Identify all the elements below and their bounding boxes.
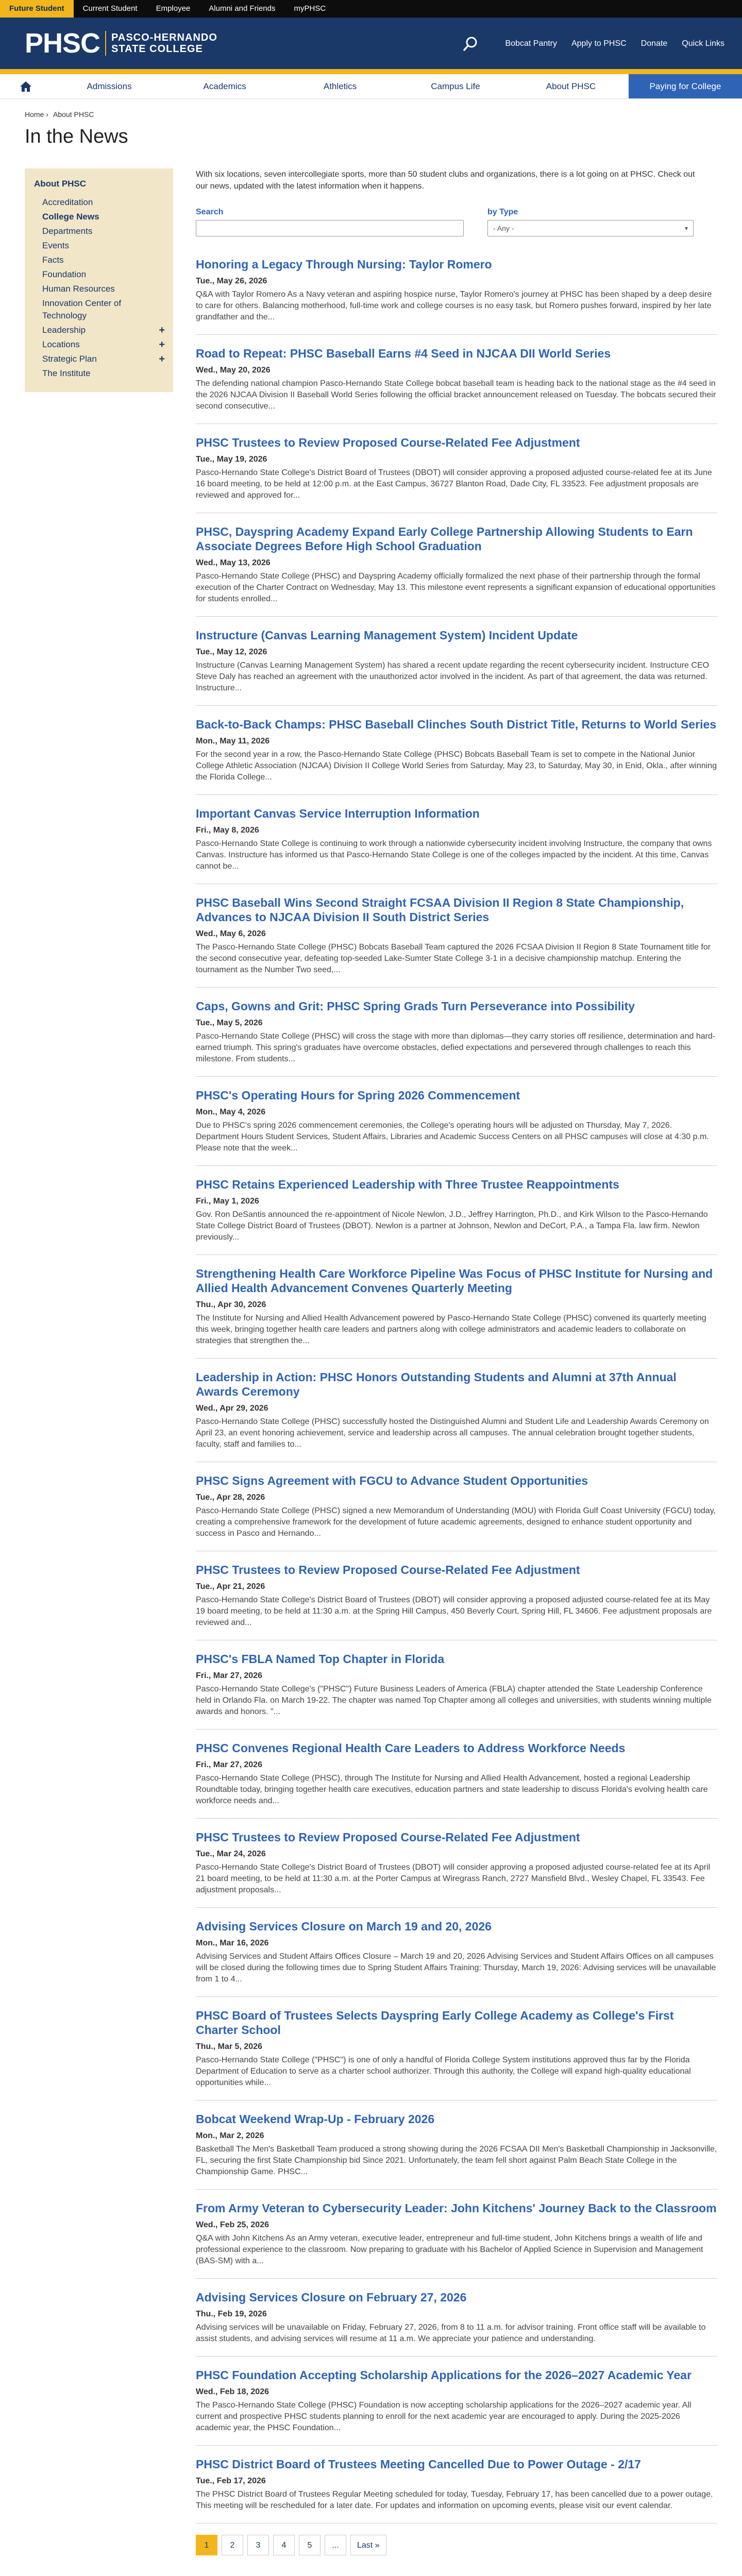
article-title[interactable]: PHSC, Dayspring Academy Expand Early College Partnership Allowing Students to Earn Associate Degrees Before High School Graduation — [196, 525, 693, 553]
article-title[interactable]: PHSC Foundation Accepting Scholarship Applications for the 2026–2027 Academic Year — [196, 2368, 692, 2382]
pager-link[interactable]: 1 — [196, 2535, 217, 2555]
logo-divider — [105, 31, 106, 56]
article-title[interactable]: PHSC Baseball Wins Second Straight FCSAA Division II Region 8 State Championship, Advances to NJCAA Division II South District Series — [196, 896, 684, 924]
article-title[interactable]: Advising Services Closure on March 19 and 20, 2026 — [196, 1920, 492, 1933]
site-header — [0, 18, 742, 69]
article-summary: Pasco-Hernando State College's District Board of Trustees (DBOT) will consider approving a proposed adjusted course-related fee at its May 19 board meeting, to be held at 11:30 a.m. at the Spring Hill Campus, 450 Beverly Court, Spring Hill, FL 34606. Fee adjustment proposals are reviewed and... — [196, 1596, 712, 1627]
article-summary: The PHSC District Board of Trustees Regular Meeting scheduled for today, Tuesday, February 17, has been cancelled due to a power outage. This meeting will be rescheduled for a later date. For updates and information on upcoming events, please visit our event calendar. — [196, 2490, 713, 2510]
article-date: Wed., Apr 29, 2026 — [196, 1404, 268, 1413]
article-date: Tue., Apr 21, 2026 — [196, 1582, 265, 1591]
utility-link-myphsc[interactable]: myPHSC — [294, 4, 326, 13]
article-title[interactable]: Caps, Gowns and Grit: PHSC Spring Grads Turn Perseverance into Possibility — [196, 999, 635, 1013]
breadcrumb — [0, 99, 742, 118]
article-title[interactable]: PHSC's FBLA Named Top Chapter in Florida — [196, 1652, 445, 1666]
sidebar-item[interactable] — [34, 254, 165, 266]
news-article — [196, 1473, 717, 1551]
nav-about-phsc[interactable]: About PHSC — [546, 81, 596, 91]
sidebar-item[interactable] — [34, 268, 165, 281]
utility-bar — [0, 0, 742, 18]
sidebar-item-label: Strategic Plan — [42, 354, 97, 364]
sidebar-item[interactable] — [34, 211, 165, 223]
news-article — [196, 1266, 717, 1359]
site-logo[interactable] — [25, 28, 217, 59]
article-date: Fri., May 8, 2026 — [196, 826, 259, 835]
article-title[interactable]: PHSC Trustees to Review Proposed Course-Related Fee Adjustment — [196, 1831, 580, 1844]
article-date: Mon., Mar 2, 2026 — [196, 2131, 264, 2140]
utility-link-future-student[interactable]: Future Student — [0, 0, 74, 18]
article-summary: Advising Services and Student Affairs Offices Closure – March 19 and 20, 2026 Advising Services and Student Affairs Offices on all campuses will be closed during the following times due to Spring Student Affairs Training: Thursday, March 19, 2026: Advising services will be unavailable from 1 to 4... — [196, 1952, 716, 1984]
type-filter — [487, 208, 694, 236]
breadcrumb-current: About PHSC — [53, 110, 94, 118]
article-summary: The Pasco-Hernando State College (PHSC) Bobcats Baseball Team captured the 2026 FCSAA Division II Region 8 State Tournament title for the second consecutive year, defeating top-seeded Lake-Sumter State College 3-1 in a decisive championship matchup. Entering the tournament as the Number Two seed,... — [196, 943, 711, 974]
sidebar-item[interactable] — [34, 338, 165, 351]
article-title[interactable]: PHSC's Operating Hours for Spring 2026 Commencement — [196, 1089, 520, 1102]
article-title[interactable]: PHSC Board of Trustees Selects Dayspring Early College Academy as College's First Charter School — [196, 2009, 674, 2037]
article-title[interactable]: Instructure (Canvas Learning Management System) Incident Update — [196, 629, 578, 642]
article-summary: Advising services will be unavailable on Friday, February 27, 2026, from 8 to 11 a.m. for advisor training. Front office staff will be available to assist students, and advising services will resume at 11 a.m. We appreciate your patience and understanding. — [196, 2323, 706, 2343]
article-summary: For the second year in a row, the Pasco-Hernando State College (PHSC) Bobcats Baseball Team is set to compete in the National Junior College Athletic Association (NJCAA) Division II College World Series from Saturday, May 23, to Saturday, May 30, in Enid, Okla., after winning the Florida College... — [196, 750, 717, 782]
pager-link[interactable]: 4 — [273, 2535, 295, 2555]
article-title[interactable]: PHSC Retains Experienced Leadership with Three Trustee Reappointments — [196, 1178, 619, 1191]
utility-link-employee[interactable]: Employee — [156, 4, 191, 13]
type-select[interactable] — [487, 220, 694, 236]
article-summary: Pasco-Hernando State College's District Board of Trustees (DBOT) will consider approving a proposed adjusted course-related fee at its April 21 board meeting, to be held at 11:30 a.m. at the Porter Campus at Wiregrass Ranch, 2727 Mansfield Blvd., Wesley Chapel, FL 33543. Fee adjustment proposals... — [196, 1863, 711, 1894]
article-title[interactable]: PHSC Convenes Regional Health Care Leaders to Address Workforce Needs — [196, 1741, 626, 1755]
article-date: Fri., May 1, 2026 — [196, 1197, 259, 1206]
article-title[interactable]: Strengthening Health Care Workforce Pipeline Was Focus of PHSC Institute for Nursing and Allied Health Advancement Convenes Quarterly Meeting — [196, 1267, 713, 1295]
news-article — [196, 1563, 717, 1640]
article-title[interactable]: Advising Services Closure on February 27, 2026 — [196, 2291, 467, 2304]
sidebar-item-label: Facts — [42, 255, 64, 265]
news-article — [196, 999, 717, 1077]
news-article — [196, 2457, 717, 2523]
sidebar-item-label: The Institute — [42, 368, 91, 378]
article-date: Mon., May 11, 2026 — [196, 737, 270, 745]
plus-icon[interactable]: + — [159, 325, 165, 336]
article-summary: Pasco-Hernando State College (PHSC) signed a new Memorandum of Understanding (MOU) with Florida Gulf Coast University (FGCU) today, creating a comprehensive framework for the development of future academic agreements, designed to enhance student opportunity and success in Pasco and Hernando... — [196, 1506, 716, 1538]
article-summary: Pasco-Hernando State College (PHSC) will cross the stage with more than diplomas—they carry stories off resilience, determination and hard-earned triumph. This spring's graduates have overcome obstacles, defied expectations and persevered through challenges to reach this milestone. From students... — [196, 1032, 716, 1063]
news-article — [196, 806, 717, 884]
sidebar-item-label: Departments — [42, 226, 93, 236]
article-date: Tue., May 5, 2026 — [196, 1019, 263, 1027]
nav-campus-life[interactable]: Campus Life — [431, 81, 480, 91]
pager-link[interactable]: 3 — [247, 2535, 269, 2555]
plus-icon[interactable]: + — [159, 339, 165, 350]
sidebar-item[interactable] — [34, 196, 165, 209]
article-title[interactable]: Back-to-Back Champs: PHSC Baseball Clinches South District Title, Returns to World Series — [196, 718, 717, 731]
header-link-quick-links[interactable]: Quick Links — [682, 39, 724, 48]
home-icon[interactable] — [0, 74, 52, 98]
sidebar-item-label: Leadership — [42, 325, 86, 335]
article-title[interactable]: PHSC Signs Agreement with FGCU to Advance Student Opportunities — [196, 1474, 588, 1487]
news-list — [196, 257, 717, 2523]
news-article — [196, 1830, 717, 1908]
article-summary: The defending national champion Pasco-Hernando State College bobcat baseball team is heading back to the national stage as the #4 seed in the 2026 NJCAA Division II Baseball World Series following the official bracket announcement released on Tuesday. The bobcats secured their second consecutive... — [196, 379, 716, 411]
logo-name-line2: STATE COLLEGE — [111, 43, 203, 55]
chevron-down-icon: ▾ — [684, 225, 688, 232]
article-title[interactable]: Road to Repeat: PHSC Baseball Earns #4 Seed in NJCAA DII World Series — [196, 347, 611, 360]
article-summary: Pasco-Hernando State College's District Board of Trustees (DBOT) will consider approving a proposed adjusted course-related fee at its June 16 board meeting, to be held at 12:00 p.m. at the East Campus, 36727 Blanton Road, Dade City, FL 33523. Fee adjustment proposals are reviewed and approved for... — [196, 468, 712, 500]
pager-link[interactable]: 2 — [222, 2535, 243, 2555]
nav-paying-for-college-button[interactable]: Paying for College — [629, 74, 742, 98]
logo-name-line1: PASCO-HERNANDO — [111, 32, 217, 43]
article-summary: Q&A with Taylor Romero As a Navy veteran and aspiring hospice nurse, Taylor Romero's journey at PHSC has been shaped by a deep desire to care for others. Balancing motherhood, full-time work and college courses is no easy task, but Romero pushes forward, inspired by her late grandfather and the... — [196, 290, 712, 321]
pagination — [196, 2535, 717, 2555]
article-date: Wed., May 20, 2026 — [196, 366, 271, 375]
article-summary: Pasco-Hernando State College (PHSC) and Dayspring Academy officially formalized the next phase of their partnership through the formal execution of the Charter Contract on Wednesday, May 13. This milestone event represents a significant expansion of educational opportunities for students enrolled... — [196, 572, 716, 603]
main-nav — [0, 74, 742, 99]
news-article — [196, 2368, 717, 2446]
search-icon[interactable] — [463, 36, 483, 52]
header-link-donate[interactable]: Donate — [640, 39, 668, 48]
plus-icon[interactable]: + — [159, 353, 165, 365]
article-date: Wed., May 13, 2026 — [196, 558, 271, 567]
sidebar-item[interactable] — [34, 283, 165, 295]
sidebar-item-label: Events — [42, 241, 69, 250]
type-select-value: - Any - — [493, 224, 514, 232]
nav-athletics[interactable]: Athletics — [323, 81, 357, 91]
sidebar-item[interactable] — [34, 297, 165, 322]
sidebar-item[interactable] — [34, 240, 165, 252]
article-title[interactable]: Important Canvas Service Interruption Information — [196, 807, 480, 820]
article-summary: Pasco-Hernando State College (PHSC) successfully hosted the Distinguished Alumni and Student Life and Leadership Awards Ceremony on April 23, an event honoring achievement, service and leadership across all campuses. The annual celebration brought together students, faculty, staff and families to... — [196, 1417, 709, 1449]
article-date: Fri., Mar 27, 2026 — [196, 1671, 262, 1680]
sidebar — [25, 168, 173, 392]
article-date: Fri., Mar 27, 2026 — [196, 1760, 262, 1769]
search-input[interactable] — [196, 220, 464, 236]
utility-link-current-student[interactable]: Current Student — [82, 4, 138, 13]
article-date: Tue., May 26, 2026 — [196, 277, 267, 285]
article-date: Tue., Feb 17, 2026 — [196, 2477, 266, 2485]
news-article — [196, 1370, 717, 1462]
news-article — [196, 895, 717, 988]
news-article — [196, 257, 717, 335]
article-summary: Pasco-Hernando State College's ("PHSC") Future Business Leaders of America (FBLA) chapter attended the State Leadership Conference held in Orlando Fla. on March 19-22. The chapter was named Top Chapter among all colleges and universities, with students winning multiple awards and honors. "... — [196, 1685, 712, 1716]
news-article — [196, 628, 717, 706]
pager-link[interactable]: ... — [325, 2535, 346, 2555]
article-date: Mon., Mar 16, 2026 — [196, 1939, 269, 1947]
article-date: Wed., May 6, 2026 — [196, 929, 266, 938]
news-article — [196, 1919, 717, 1997]
news-article — [196, 2290, 717, 2357]
sidebar-item[interactable] — [34, 324, 165, 336]
sidebar-item-label: Innovation Center of Technology — [42, 298, 122, 320]
sidebar-item-label: Locations — [42, 340, 80, 349]
article-summary: Due to PHSC's spring 2026 commencement ceremonies, the College's operating hours will be adjusted on Thursday, May 7, 2026. Department Hours Student Services, Student Affairs, Libraries and Academic Success Centers on all PHSC campuses will close at 4:30 p.m. Please note that the week... — [196, 1121, 709, 1153]
article-title[interactable]: Bobcat Weekend Wrap-Up - February 2026 — [196, 2112, 435, 2126]
article-summary: Pasco-Hernando State College is continuing to work through a nationwide cybersecurity incident involving Instructure, the company that owns Canvas. Instructure has informed us that Pasco-Hernando State College is one of the colleges impacted by the incident. At this time, Canvas cannot be... — [196, 839, 712, 871]
sidebar-item-label: College News — [42, 212, 99, 222]
article-summary: Pasco-Hernando State College ("PHSC") is one of only a handful of Florida College System institutions approved thus far by the Florida Department of Education to serve as a charter school authorizer. Through this authority, the College will expand high-quality educational opportunities while... — [196, 2056, 691, 2087]
article-date: Tue., May 12, 2026 — [196, 648, 267, 656]
article-summary: Gov. Ron DeSantis announced the re-appointment of Nicole Newlon, J.D., Jeffrey Harrington, Ph.D., and Kirk Wilson to the Pasco-Hernando State College District Board of Trustees (DBOT). Newlon is a partner at Johnson, Newlon and DeCort, P.A., a Tampa Fla. law firm. Newlon previously... — [196, 1210, 708, 1242]
sidebar-item[interactable] — [34, 367, 165, 380]
article-date: Thu., Feb 19, 2026 — [196, 2310, 267, 2318]
article-date: Tue., May 19, 2026 — [196, 455, 267, 464]
news-article — [196, 2201, 717, 2279]
article-summary: Q&A with John Kitchens As an Army veteran, executive leader, entrepreneur and full-time student, John Kitchens brings a wealth of life and professional experience to the classroom. Now preparing to graduate with his Bachelor of Applied Science in Supervision and Management (BAS-SM) with a... — [196, 2234, 703, 2265]
news-article — [196, 2112, 717, 2190]
news-article — [196, 435, 717, 513]
utility-link-alumni[interactable]: Alumni and Friends — [209, 4, 276, 13]
article-title[interactable]: From Army Veteran to Cybersecurity Leader: John Kitchens' Journey Back to the Classroom — [196, 2201, 717, 2215]
article-title[interactable]: PHSC Trustees to Review Proposed Course-Related Fee Adjustment — [196, 1563, 580, 1577]
news-article — [196, 346, 717, 424]
header-gold-rule — [0, 69, 742, 74]
article-date: Wed., Feb 18, 2026 — [196, 2387, 269, 2396]
news-article — [196, 1741, 717, 1819]
article-summary: The Institute for Nursing and Allied Health Advancement powered by Pasco-Hernando State College (PHSC) convened its quarterly meeting this week, bringing together health care leaders and partners along with college administrators and academic leaders to collaborate on strategies that strengthen the... — [196, 1314, 706, 1345]
nav-admissions[interactable]: Admissions — [87, 81, 132, 91]
type-label: by Type — [487, 208, 518, 216]
sidebar-item-label: Human Resources — [42, 284, 115, 294]
main-column — [173, 168, 717, 2576]
news-article — [196, 717, 717, 795]
header-link-apply[interactable]: Apply to PHSC — [571, 39, 627, 48]
news-article — [196, 524, 717, 617]
article-date: Tue., Mar 24, 2026 — [196, 1850, 266, 1858]
breadcrumb-home[interactable]: Home — [25, 110, 44, 118]
news-article — [196, 2008, 717, 2100]
article-date: Thu., Mar 5, 2026 — [196, 2042, 262, 2051]
header-link-bobcat-pantry[interactable]: Bobcat Pantry — [505, 39, 557, 48]
article-date: Mon., May 4, 2026 — [196, 1108, 266, 1116]
header-links — [463, 36, 724, 52]
logo-name — [111, 32, 217, 55]
article-title[interactable]: PHSC Trustees to Review Proposed Course-Related Fee Adjustment — [196, 436, 580, 449]
article-date: Wed., Feb 25, 2026 — [196, 2221, 269, 2229]
filters — [196, 208, 717, 236]
article-title[interactable]: Honoring a Legacy Through Nursing: Taylor Romero — [196, 258, 492, 271]
breadcrumb-separator: › — [46, 110, 48, 118]
sidebar-item-label: Accreditation — [42, 197, 93, 207]
article-summary: The Pasco-Hernando State College (PHSC) Foundation is now accepting scholarship applications for the 2026–2027 academic year. All current and prospective PHSC students planning to enroll for the next academic year are encouraged to apply. During the 2025-2026 academic year, the PHSC Foundation... — [196, 2401, 692, 2432]
news-article — [196, 1652, 717, 1730]
page-title: In the News — [25, 126, 128, 147]
nav-academics[interactable]: Academics — [203, 81, 246, 91]
article-date: Tue., Apr 28, 2026 — [196, 1493, 265, 1502]
article-summary: Pasco-Hernando State College (PHSC), through The Institute for Nursing and Allied Health Advancement, hosted a regional Leadership Roundtable today, bringing together health care executives, education partners and state leadership to discuss Florida's evolving health care workforce needs and... — [196, 1774, 708, 1805]
article-summary: Instructure (Canvas Learning Management System) has shared a recent update regarding the recent cybersecurity incident. Instructure CEO Steve Daly has reached an agreement with the unauthorized actor involved in the incident. As part of that agreement, the data was returned. Instructure... — [196, 661, 710, 692]
news-article — [196, 1088, 717, 1166]
logo-mark: PHSC — [25, 28, 100, 59]
article-title[interactable]: PHSC District Board of Trustees Meeting Cancelled Due to Power Outage - 2/17 — [196, 2458, 641, 2471]
sidebar-item-label: Foundation — [42, 269, 87, 279]
pager-link[interactable]: Last » — [350, 2535, 386, 2555]
intro-text: With six locations, seven intercollegiate sports, more than 50 student clubs and organizations, there is a lot going on at PHSC. Check out our news, updated with the latest information when it happens. — [196, 170, 695, 191]
article-summary: Basketball The Men's Basketball Team produced a strong showing during the 2026 FCSAA DII Men's Basketball Championship in Jacksonville, FL, securing the first State Championship bid Since 2021. Unfortunately, the team fell short against Palm Beach State College in the Championship Game. PHSC... — [196, 2145, 717, 2176]
article-title[interactable]: Leadership in Action: PHSC Honors Outstanding Students and Alumni at 37th Annual Awards Ceremony — [196, 1370, 677, 1398]
sidebar-item[interactable] — [34, 225, 165, 238]
search-filter — [196, 208, 464, 236]
search-label: Search — [196, 208, 224, 216]
page-content — [0, 148, 742, 2576]
article-date: Thu., Apr 30, 2026 — [196, 1300, 266, 1309]
sidebar-heading[interactable]: About PHSC — [34, 179, 87, 189]
sidebar-item[interactable] — [34, 353, 165, 365]
news-article — [196, 1177, 717, 1255]
pager-link[interactable]: 5 — [299, 2535, 321, 2555]
